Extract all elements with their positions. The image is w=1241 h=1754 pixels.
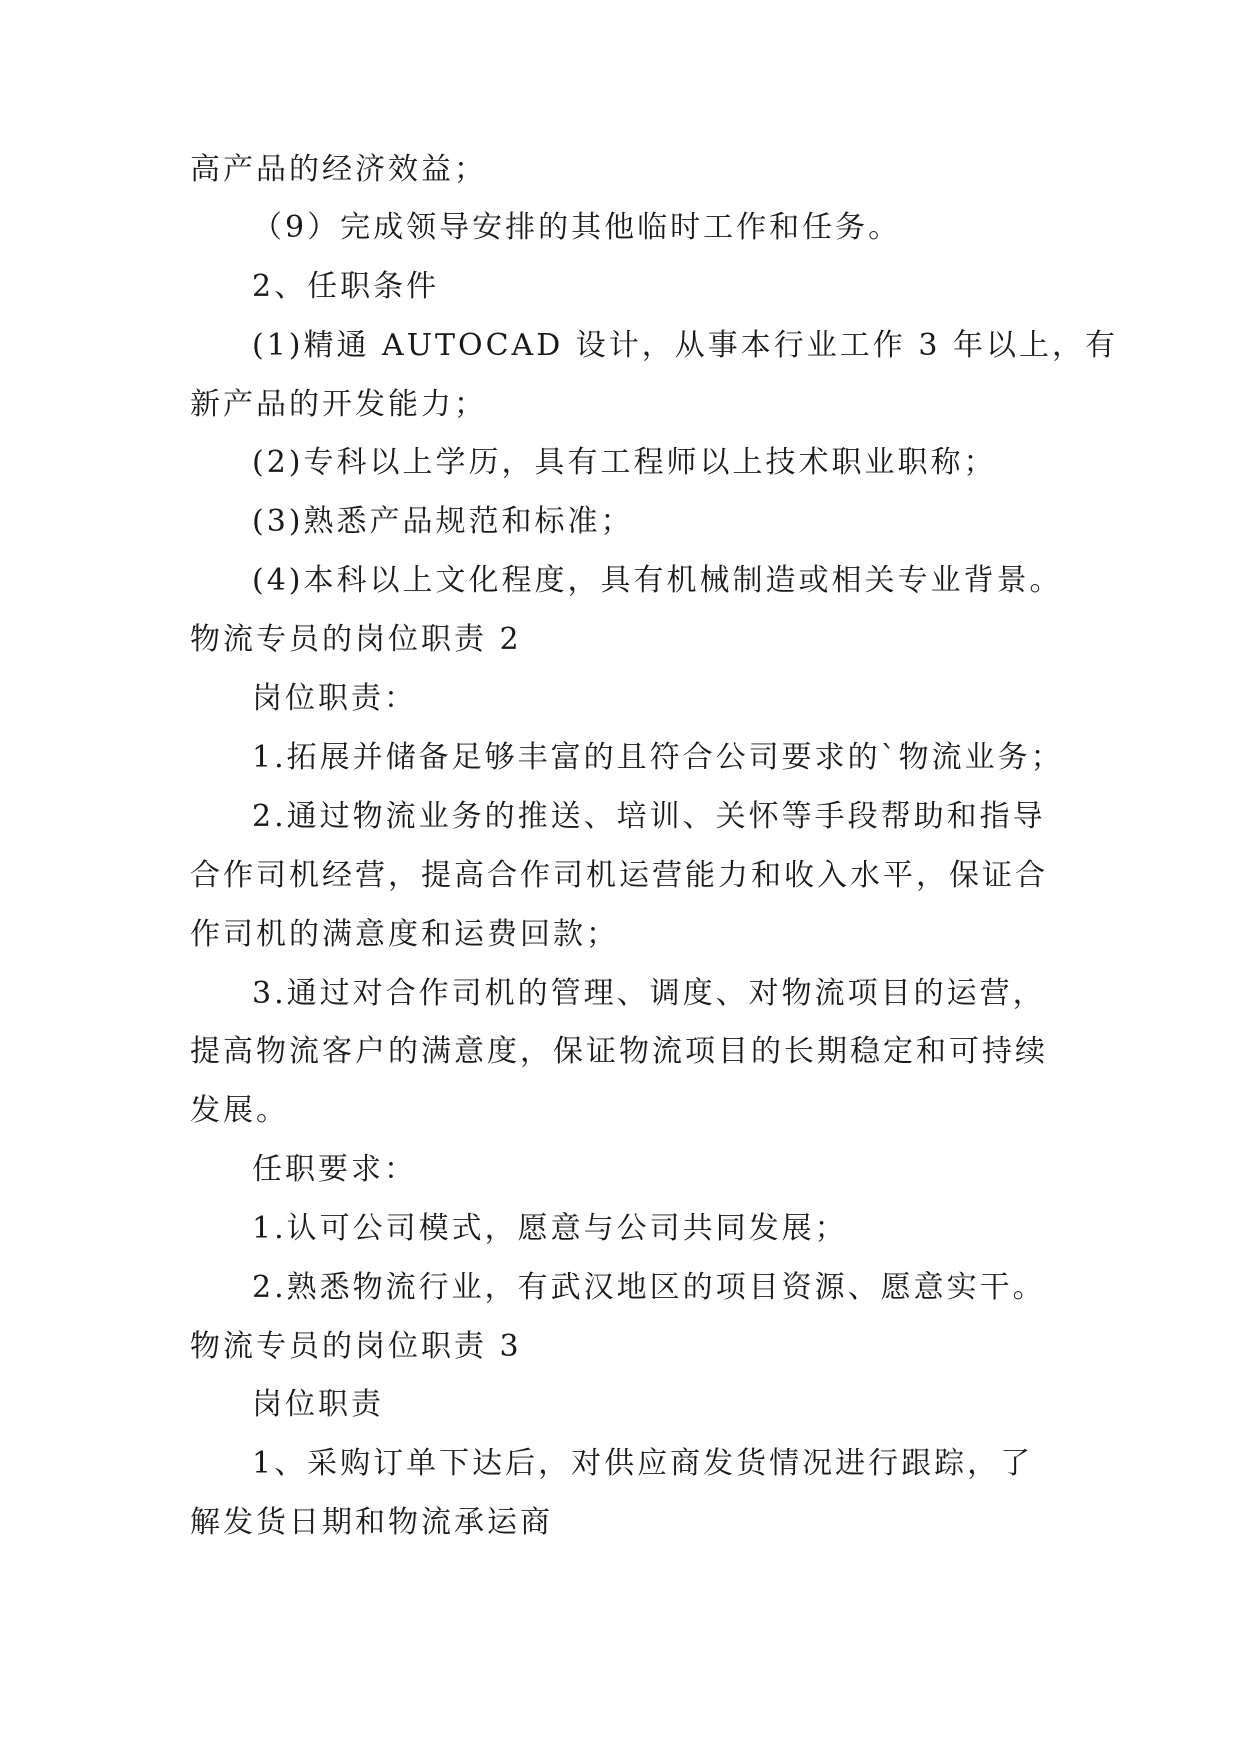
section-title: 物流专员的岗位职责 2 [190,622,522,657]
paragraph-line: 2.熟悉物流行业，有武汉地区的项目资源、愿意实干。 [252,1270,1046,1305]
paragraph-line: (3)熟悉产品规范和标准； [252,504,634,539]
section-heading: 2、任职条件 [252,269,440,304]
paragraph-line: 1、采购订单下达后，对供应商发货情况进行跟踪，了 [252,1446,1034,1481]
paragraph-line: (4)本科以上文化程度，具有机械制造或相关专业背景。 [252,563,1063,598]
paragraph-line: 1.拓展并储备足够丰富的且符合公司要求的`物流业务； [252,740,1064,775]
section-title: 物流专员的岗位职责 3 [190,1329,522,1364]
paragraph-line: (2)专科以上学历，具有工程师以上技术职业职称； [252,445,997,480]
paragraph-line: 2.通过物流业务的推送、培训、关怀等手段帮助和指导 [252,799,1046,834]
paragraph-line: 解发货日期和物流承运商 [190,1505,553,1540]
section-heading: 任职要求： [252,1152,417,1187]
paragraph-line: 发展。 [190,1093,289,1128]
paragraph-line: 3.通过对合作司机的管理、调度、对物流项目的运营， [252,976,1046,1011]
paragraph-line: 高产品的经济效益； [190,152,487,187]
section-heading: 岗位职责 [252,1387,384,1422]
paragraph-line: 新产品的开发能力； [190,387,487,422]
paragraph-line: 提高物流客户的满意度，保证物流项目的长期稳定和可持续 [190,1034,1048,1069]
paragraph-line: 合作司机经营，提高合作司机运营能力和收入水平，保证合 [190,858,1048,893]
paragraph-line: （9）完成领导安排的其他临时工作和任务。 [252,210,902,245]
paragraph-line: (1)精通 AUTOCAD 设计，从事本行业工作 3 年以上，有 [252,328,1118,363]
paragraph-line: 作司机的满意度和运费回款； [190,917,619,952]
paragraph-line: 1.认可公司模式，愿意与公司共同发展； [252,1211,848,1246]
section-heading: 岗位职责： [252,681,417,716]
